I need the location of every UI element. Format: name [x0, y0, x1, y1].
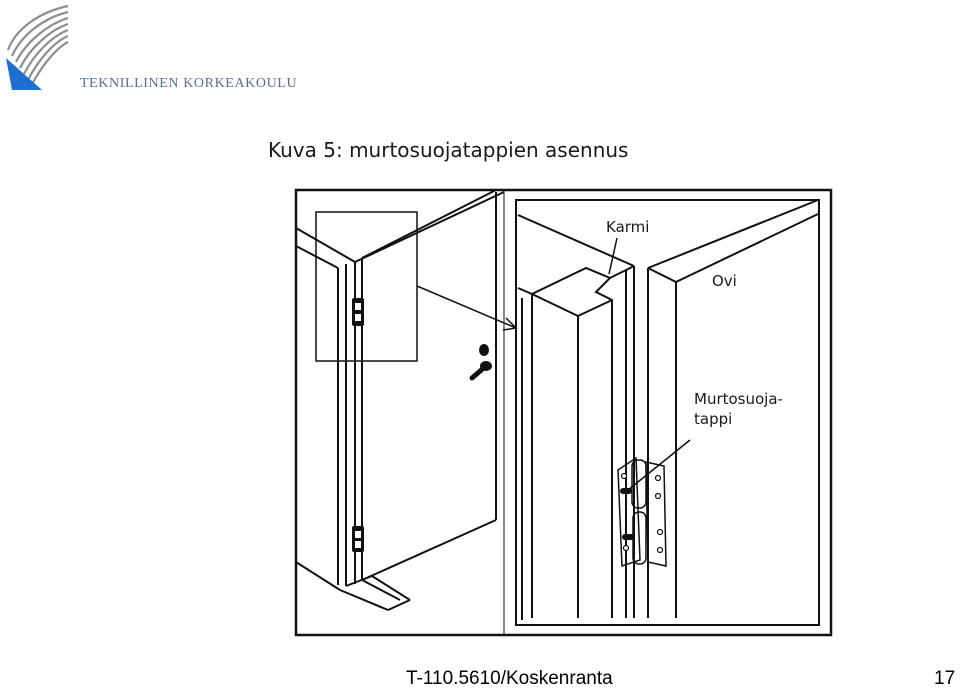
page-number: 17 [934, 668, 956, 689]
label-karmi: Karmi [606, 218, 650, 236]
label-murtosuojatappi-1: Murtosuoja- [694, 390, 783, 408]
footer-course: T-110.5610/Koskenranta [406, 668, 613, 689]
organization-name: TEKNILLINEN KORKEAKOULU [80, 76, 298, 91]
label-murtosuojatappi-2: tappi [694, 410, 733, 428]
label-ovi: Ovi [712, 272, 737, 290]
figure-caption: Kuva 5: murtosuojatappien asennus [268, 138, 629, 162]
